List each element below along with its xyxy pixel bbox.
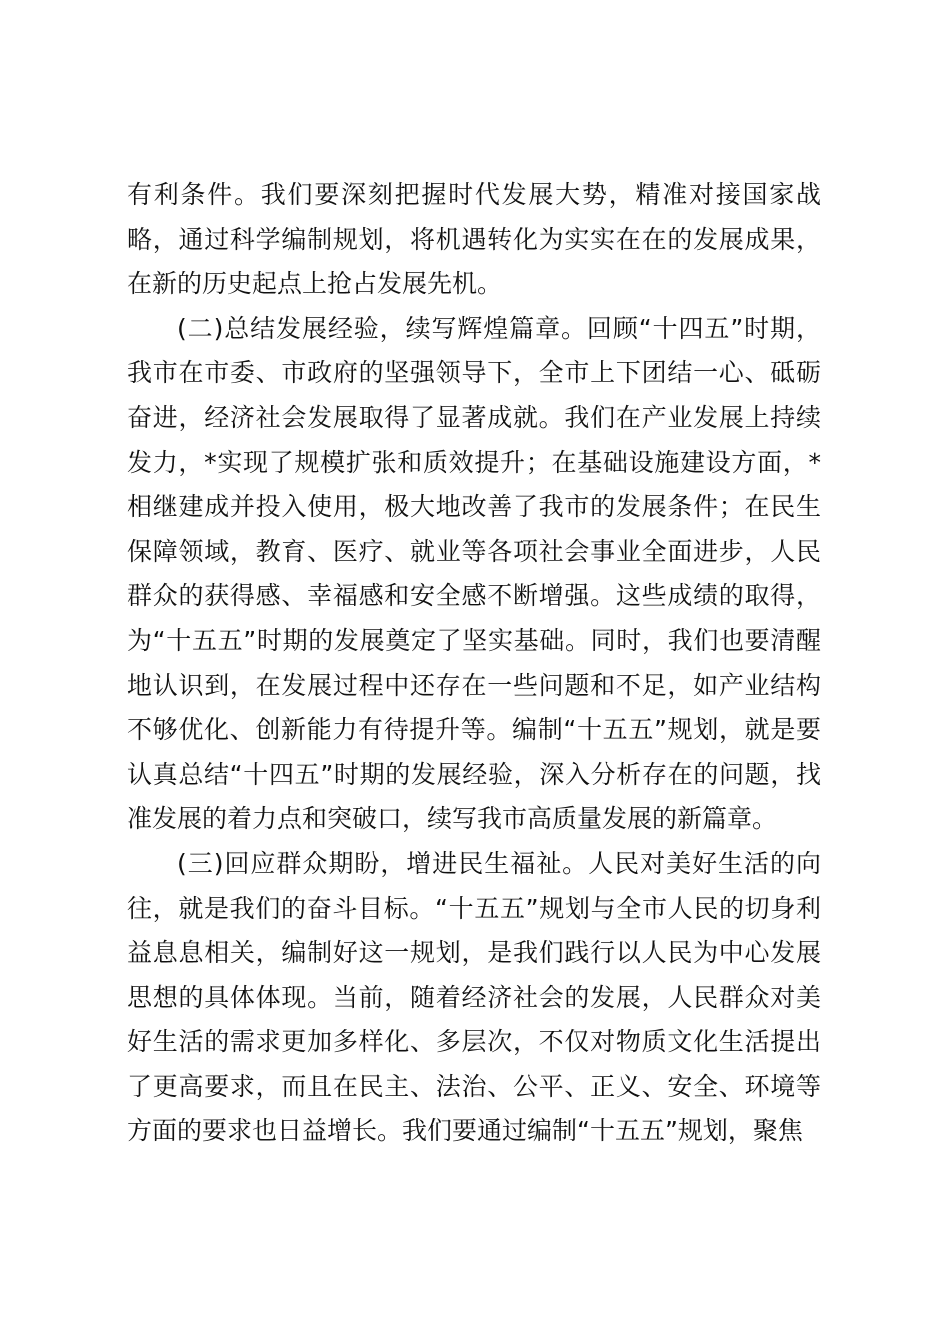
paragraph-section-two: (二)总结发展经验，续写辉煌篇章。回顾“十四五”时期，我市在市委、市政府的坚强领导下，全市上下团结一心、砥砺奋进，经济社会发展取得了显著成就。我们在产业发展上持续发力，*实现了规模扩张和质效提升；在基础设施建设方面，*相继建成并投入使用，极大地改善了我市的发展条件；在民生保障领域，教育、医疗、就业等各项社会事业全面进步，人民群众的获得感、幸福感和安全感不断增强。这些成绩的取得，为“十五五”时期的发展奠定了坚实基础。同时，我们也要清醒地认识到，在发展过程中还存在一些问题和不足，如产业结构不够优化、创新能力有待提升等。编制“十五五”规划，就是要认真总结“十四五”时期的发展经验，深入分析存在的问题，找准发展的着力点和突破口，续写我市高质量发展的新篇章。 [127, 313, 821, 834]
paragraph-continuation: 有利条件。我们要深刻把握时代发展大势，精准对接国家战略，通过科学编制规划，将机遇转化为实实在在的发展成果，在新的历史起点上抢占发展先机。 [127, 180, 821, 299]
paragraph-section-three: (三)回应群众期盼，增进民生福祉。人民对美好生活的向往，就是我们的奋斗目标。“十五五”规划与全市人民的切身利益息息相关，编制好这一规划，是我们践行以人民为中心发展思想的具体体现。当前，随着经济社会的发展，人民群众对美好生活的需求更加多样化、多层次，不仅对物质文化生活提出了更高要求，而且在民主、法治、公平、正义、安全、环境等方面的要求也日益增长。我们要通过编制“十五五”规划，聚焦 [127, 848, 821, 1146]
document-page [127, 173, 821, 1154]
